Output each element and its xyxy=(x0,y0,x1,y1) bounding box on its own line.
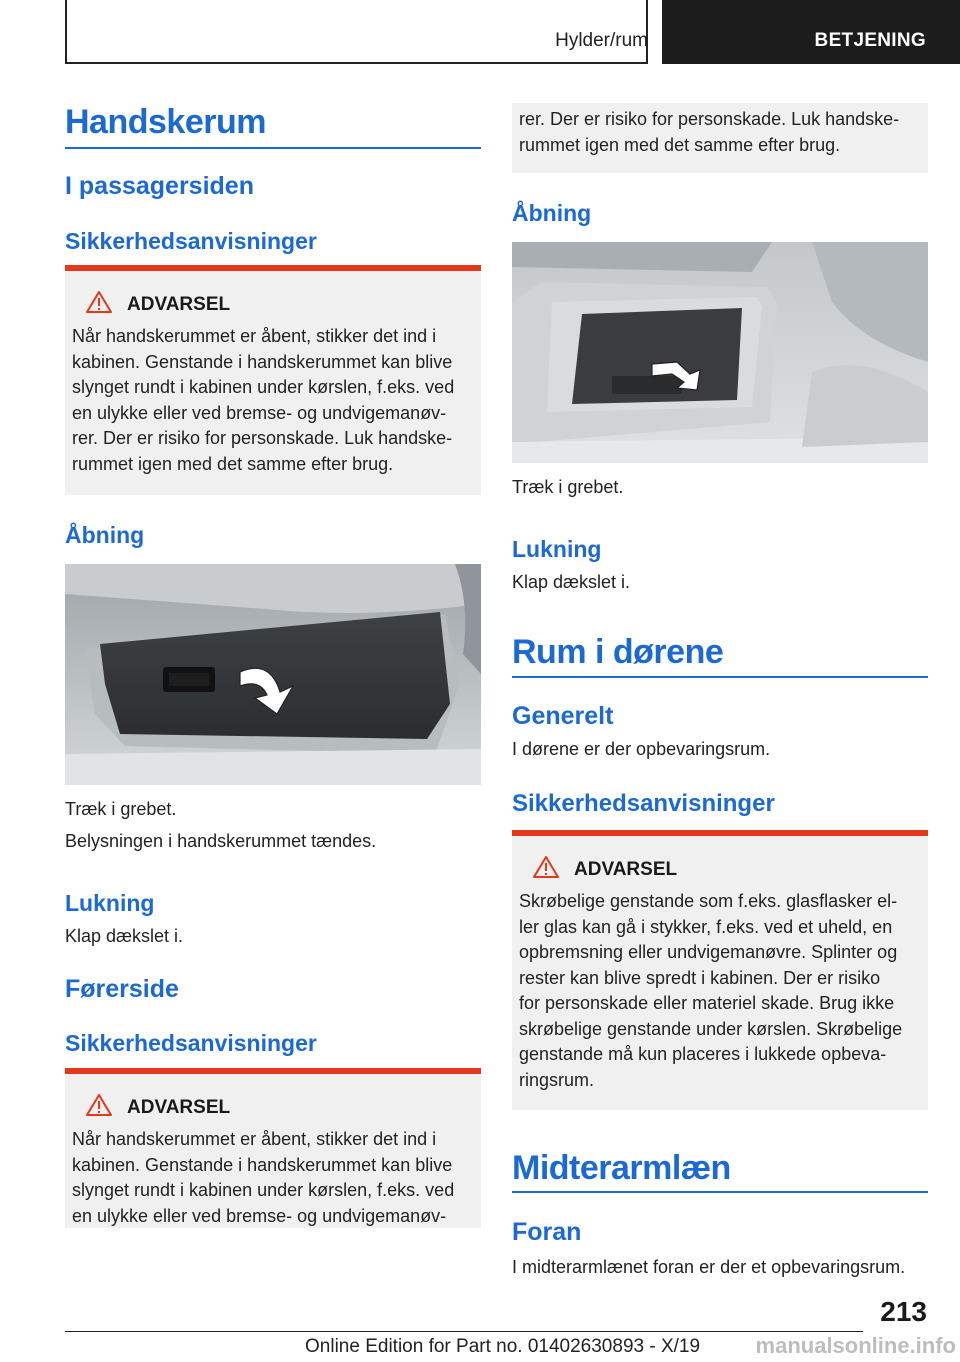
warning-line: genstande må kun placeres i lukkede opbeva- xyxy=(519,1044,887,1064)
light-on-text: Belysningen i handskerummet tændes. xyxy=(65,831,377,851)
title-rule xyxy=(512,676,928,678)
warning-line: rummet igen med det samme efter brug. xyxy=(519,134,841,155)
warning-text-2 xyxy=(72,1127,473,1229)
edition-text: Online Edition for Part no. 01402630893 - X/19 xyxy=(305,1336,701,1357)
heading-opening-driver: Åbning xyxy=(512,200,592,226)
header-section-title: Hylder/rum xyxy=(555,30,648,51)
pull-handle-text-driver: Træk i grebet. xyxy=(512,477,624,497)
warning-line: ringsrum. xyxy=(519,1069,595,1090)
warning-line: rer. Der er risiko for personskade. Luk handske- xyxy=(519,109,900,129)
section-title-glovebox: Handskerum xyxy=(65,103,266,141)
warning-line: kabinen. Genstande i handskerummet kan blive xyxy=(72,1154,453,1175)
warning-line: rer. Der er risiko for personskade. Luk handske- xyxy=(72,428,453,448)
warning-line: Når handskerummet er åbent, stikker det ind i xyxy=(72,1129,437,1149)
warning-label: ADVARSEL xyxy=(127,1096,231,1118)
footer-rule xyxy=(65,1331,863,1332)
heading-safety-doors: Sikkerhedsanvisninger xyxy=(512,790,775,817)
section-title-door-compartments: Rum i dørene xyxy=(512,633,724,671)
warning-triangle-icon xyxy=(533,856,559,883)
warning-text-3 xyxy=(519,889,920,1093)
warning-box-3 xyxy=(512,830,928,1110)
heading-opening: Åbning xyxy=(65,522,145,548)
warning-line: kabinen. Genstande i handskerummet kan blive xyxy=(72,351,453,372)
heading-front: Foran xyxy=(512,1218,582,1246)
closing-text-driver: Klap dækslet i. xyxy=(512,572,631,592)
warning-line: en ulykke eller ved bremse- og undvigemanøv- xyxy=(72,402,447,423)
heading-closing-driver: Lukning xyxy=(512,536,602,562)
heading-driver-side: Førerside xyxy=(65,975,179,1003)
warning-line: skrøbelige genstande under kørslen. Skrøbelige xyxy=(519,1018,903,1039)
glovebox-driver-photo xyxy=(512,242,928,468)
warning-line: Skrøbelige genstande som f.eks. glasflasker el- xyxy=(519,891,898,911)
pull-handle-text: Træk i grebet. xyxy=(65,799,177,819)
warning-text-1 xyxy=(72,324,473,477)
front-text: I midterarmlænet foran er der et opbevaringsrum. xyxy=(512,1257,906,1277)
heading-safety-2: Sikkerhedsanvisninger xyxy=(65,1030,317,1056)
title-rule xyxy=(512,1191,928,1193)
title-rule xyxy=(65,147,481,149)
heading-safety-1: Sikkerhedsanvisninger xyxy=(65,228,317,254)
watermark: manualsonline.info xyxy=(755,1333,956,1358)
heading-passenger-side: I passagersiden xyxy=(65,172,254,200)
page-number: 213 xyxy=(880,1296,927,1327)
warning-label: ADVARSEL xyxy=(574,858,678,880)
warning-line: ler glas kan gå i stykker, f.eks. ved et uheld, en xyxy=(519,916,893,937)
glovebox-passenger-photo xyxy=(65,564,481,790)
header-chapter-tab: BETJENING xyxy=(662,0,960,64)
warning-line: slynget rundt i kabinen under kørslen, f.eks. ved xyxy=(72,1180,455,1200)
warning-line: slynget rundt i kabinen under kørslen, f.eks. ved xyxy=(72,377,455,397)
section-title-center-armrest: Midterarmlæn xyxy=(512,1149,731,1187)
warning-line: opbremsning eller undvigemanøvre. Splinter og xyxy=(519,942,898,962)
warning-triangle-icon xyxy=(86,291,112,318)
warning-box-1 xyxy=(65,265,481,495)
general-text: I dørene er der opbevaringsrum. xyxy=(512,739,771,759)
warning-line: rummet igen med det samme efter brug. xyxy=(72,453,394,474)
warning-box-2 xyxy=(65,1068,481,1228)
warning-triangle-icon xyxy=(86,1094,112,1121)
heading-general: Generelt xyxy=(512,702,614,730)
warning-box-2-continued xyxy=(512,103,928,173)
closing-text: Klap dækslet i. xyxy=(65,926,184,946)
warning-line: for personskade eller materiel skade. Brug ikke xyxy=(519,993,895,1013)
warning-line: Når handskerummet er åbent, stikker det ind i xyxy=(72,326,437,346)
heading-closing: Lukning xyxy=(65,890,155,916)
warning-line: en ulykke eller ved bremse- og undvigemanøv- xyxy=(72,1205,447,1226)
warning-label: ADVARSEL xyxy=(127,293,231,315)
warning-line: rester kan blive spredt i kabinen. Der er risiko xyxy=(519,967,881,988)
